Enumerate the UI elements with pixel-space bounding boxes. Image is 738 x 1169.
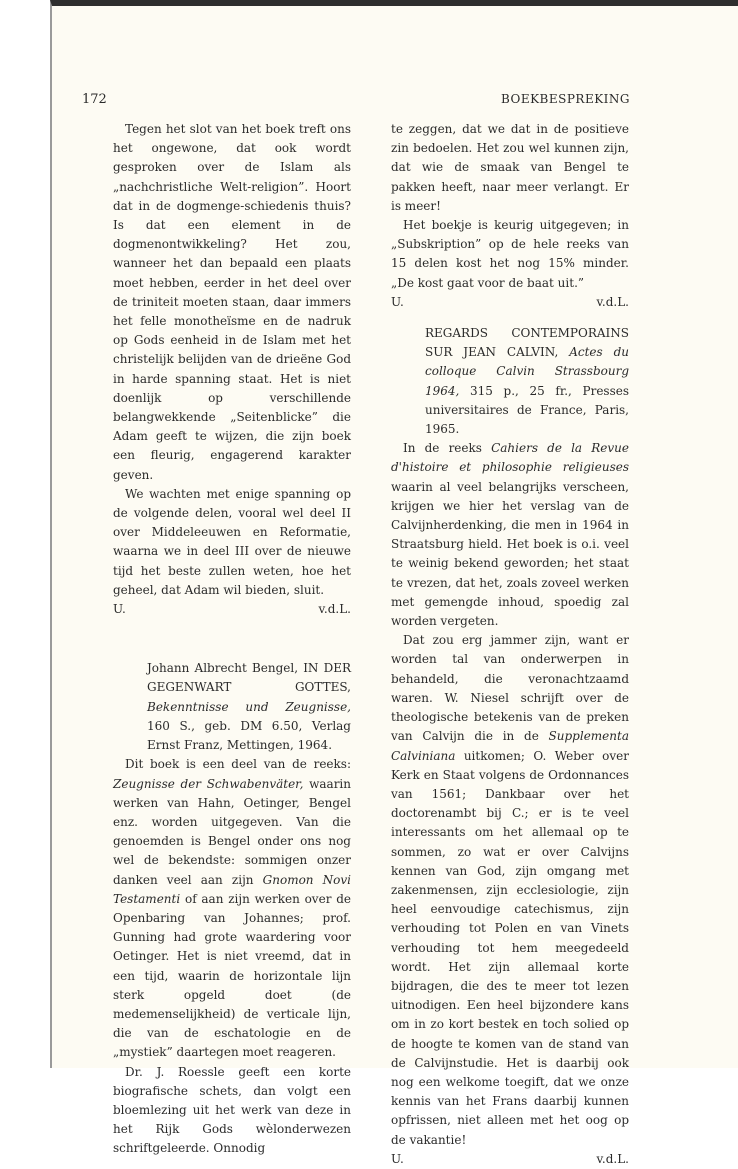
review2-p1-gnomon: Gnomon Novi Testamenti [113,872,351,906]
review2-p1-text-a: Dit boek is een deel van de reeks: [125,757,351,772]
review1-paragraph-2: We wachten met enige spanning op de volgende delen, vooral wel deel II over Middeleeuwen en Reformatie, waarna we in deel III over de nieuwe tijd het beste zullen weten, hoe het geheel, dat Adam wil bieden, sluit. [113,486,351,597]
review2-paragraph-2: Dr. J. Roessle geeft een korte biografische schets, dan volgt een bloemlezing uit het werk van deze in het Rijk Gods wèlonderwezen schriftgeleerde. Onnodig [113,1064,351,1156]
review3-p1-text-a: In de reeks [403,441,482,456]
review3-p2-text-b: uitkomen; O. Weber over Kerk en Staat volgens de Ordonnances van 1561; Dankbaar over het doctorenambt bij C.; er is te veel interessants om het allemaal op te sommen, zo wat er over Calvijns kennen van God, zijn omgang met zakenmensen, zijn ecclesiologie, zijn heel eenvoudige catechismus, zijn verhouding tot Polen en van Vinets verhouding tot hem meegedeeld wordt. Het zijn allemaal korte bijdragen, die des te meer tot lezen uitnodigen. Een heel bijzondere kans om in zo kort bestek en toch solied op de hoogte te komen van de stand van de Calvijnstudie. Het is daarbij ook nog een welkome toegift, dat we onze kennis van het Frans daarbij kunnen opfrissen, niet alleen met het oog op de vakantie! [391,748,629,1147]
review3-p1-text-b: waarin al veel belangrijks verscheen, krijgen we hier het verslag van de Calvijnherdenking, die men in 1964 in Straatsburg hield. Het boek is o.i. veel te weinig bekend geworden; het staat te vrezen, dat het, zoals zoveel werken met gemengde inhoud, spoedig zal worden vergeten. [391,479,629,629]
review3-p2-supplementa: Supplementa Calviniana [391,729,629,763]
review1-paragraph-1: Tegen het slot van het boek treft ons het ongewone, dat ook wordt gesproken over de Islam als „nachchristliche Welt-religion”. Hoort dat in de dogmenge-schiedenis thuis? Is dat een element in de dogmenontwikkeling? Het zou, wanneer het dan bepaald een plaats moet hebben, eerder in het deel over de triniteit moeten staan, daar immers het felle monotheïsme en de nadruk op Gods eenheid in de Islam met het christelijk belijden van de drieëne God in harde spanning staat. Het is niet doenlijk op verschillende belangwekkende „Seitenblicke” die Adam geeft te wijzen, die zijn boek een fleurig, engagerend karakter geven. [113,122,351,482]
left-column [113,120,351,1159]
review3-paragraph-2 [391,631,629,1149]
review2-sig-name: v.d.L. [596,294,629,309]
review1-sig-name: v.d.L. [318,602,351,617]
review3-sig-initial: U. [391,1151,404,1166]
review3-paragraph-1 [391,439,629,631]
review2-sig-initial: U. [391,294,404,309]
review2-paragraph-3: Het boekje is keurig uitgegeven; in „Subskription” op de hele reeks van 15 delen kost het nog 15% minder. „De kost gaat voor de baat uit.” [391,218,629,290]
review3-bibliography [391,324,629,439]
review3-signature [391,1150,629,1169]
review3-bib-acts: Actes du colloque Calvin Strassbourg 1964, [425,345,629,398]
review1-signature [113,600,351,619]
review2-bib-details: 160 S., geb. DM 6.50, Verlag Ernst Franz, Mettingen, 1964. [147,718,351,753]
review2-paragraph-1 [113,755,351,1062]
review3-p2-text-a: Dat zou erg jammer zijn, want er worden tal van onderwerpen in behandeld, die veronachtzaamd waren. W. Niesel schrijft over de theologische betekenis van de preken van Calvijn die in de [391,633,629,744]
review2-bib-author: Johann Albrecht Bengel, IN DER GEGENWART GOTTES, [147,661,351,695]
running-head: BOEKBESPREKING [500,92,630,106]
right-column [391,120,629,1169]
review2-paragraph-2-continued: te zeggen, dat we dat in de positieve zin bedoelen. Het zou wel kunnen zijn, dat wie de smaak van Bengel te pakken heeft, naar meer verlangt. Er is meer! [391,122,629,213]
review3-bib-details: 315 p., 25 fr., Presses universitaires de France, Paris, 1965. [425,383,629,437]
review3-bib-title: REGARDS CONTEMPORAINS SUR JEAN CALVIN, [425,326,629,360]
review1-sig-initial: U. [113,602,126,617]
review2-p1-text-c: of aan zijn werken over de Openbaring van Johannes; prof. Gunning had grote waardering voor Oetinger. Het is niet vreemd, dat in een tijd, waarin de horizontale lijn sterk opgeld doet (de medemenselijkheid) de verticale lijn, die van de eschatologie en de „mystiek” daartegen moet reageren. [113,891,351,1060]
review3-p1-series: Cahiers de la Revue d'histoire et philosophie religieuses [391,441,629,475]
review2-bib-subtitle: Bekenntnisse und Zeugnisse, [147,699,351,714]
review2-bibliography [113,659,351,755]
review3-sig-name: v.d.L. [596,1151,629,1166]
review2-p1-series: Zeugnisse der Schwabenväter, [113,776,304,791]
page-number: 172 [82,92,107,107]
review2-p1-text-b: waarin werken van Hahn, Oetinger, Bengel enz. worden uitgegeven. Van die genoemden is Bengel onder ons nog wel de bekendste: sommigen onzer danken veel aan zijn [113,776,351,887]
review2-signature [391,293,629,312]
